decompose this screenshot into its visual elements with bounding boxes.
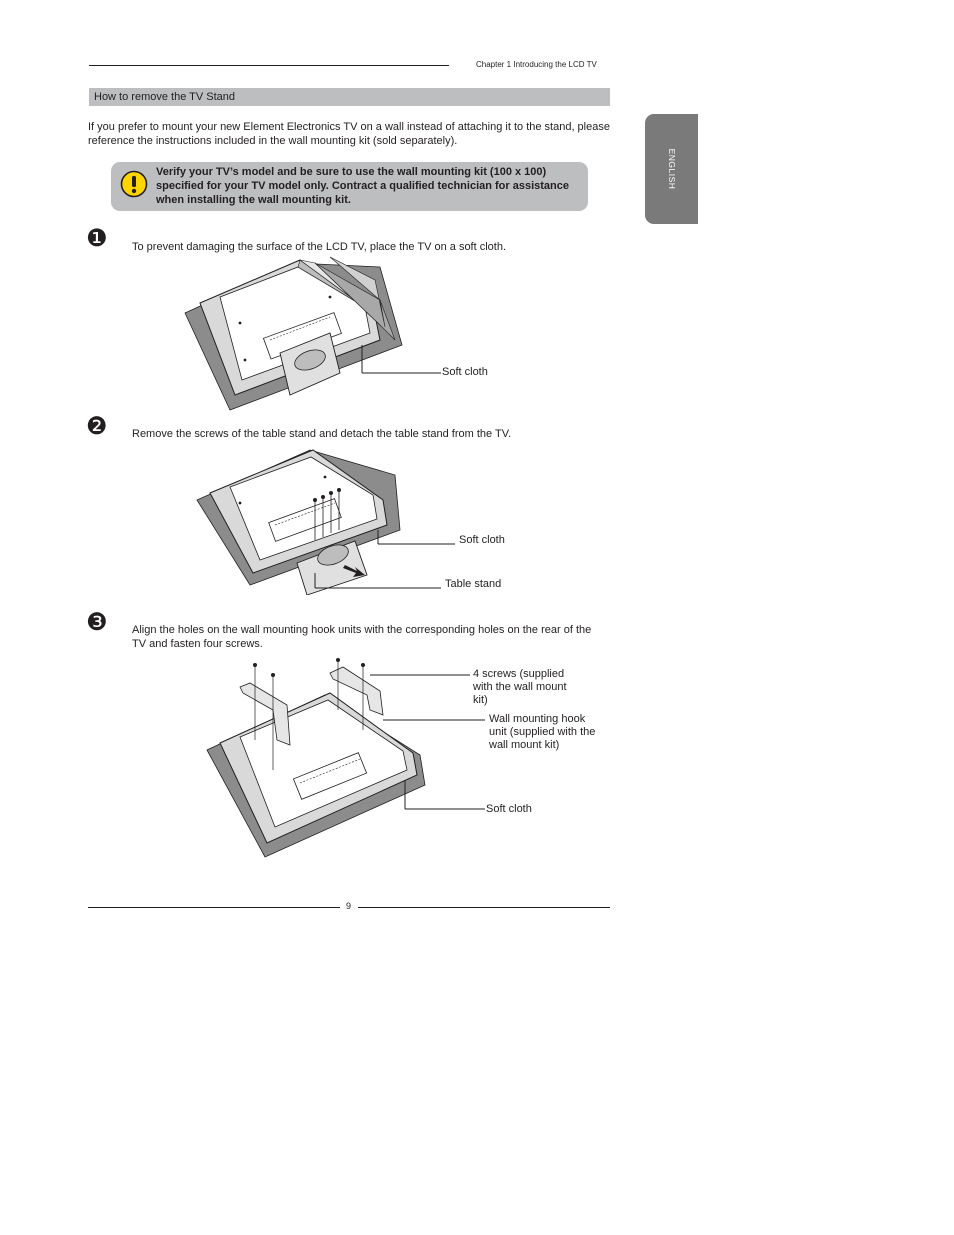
step-2-callout-soft-cloth: Soft cloth	[459, 534, 505, 546]
step-3-callout-screws: 4 screws (supplied with the wall mount kit)	[473, 668, 567, 706]
section-title-bar	[89, 88, 610, 106]
header-rule	[89, 65, 449, 66]
step-2-illustration	[195, 445, 465, 595]
step-2-callout-table-stand: Table stand	[445, 578, 502, 590]
step-3-callout-hook-unit: Wall mounting hook unit (supplied with the wall mount kit)	[489, 713, 596, 751]
step-3-text: Align the holes on the wall mounting hook units with the corresponding holes on the rear of the TV and fasten four screws.	[132, 624, 592, 650]
step-1-number: ❶	[86, 224, 108, 252]
footer-rule-left	[88, 907, 340, 908]
warning-text: Verify your TV’s model and be sure to use the wall mounting kit (100 x 100) specified for your TV model only. Contract a qualified technician for assistance when installing the wall mounting kit.	[156, 166, 569, 206]
language-tab-label: ENGLISH	[666, 148, 677, 190]
step-1-callout-soft-cloth: Soft cloth	[442, 366, 488, 378]
step-2-text: Remove the screws of the table stand and detach the table stand from the TV.	[132, 428, 512, 440]
step-3-illustration	[205, 655, 485, 860]
chapter-label: Chapter 1 Introducing the LCD TV	[476, 60, 597, 69]
step-1-text: To prevent damaging the surface of the LCD TV, place the TV on a soft cloth.	[132, 241, 507, 253]
intro-paragraph: If you prefer to mount your new Element Electronics TV on a wall instead of attaching it to the stand, please reference the instructions included in the wall mounting kit (sold separately).	[88, 121, 610, 147]
step-3-callout-soft-cloth: Soft cloth	[486, 803, 532, 815]
footer-rule-right	[358, 907, 610, 908]
step-3-number: ❸	[86, 608, 108, 636]
page-number: 9	[346, 901, 352, 911]
warning-box	[111, 162, 588, 211]
language-tab	[645, 114, 698, 224]
section-title: How to remove the TV Stand	[94, 91, 236, 103]
step-2-number: ❷	[86, 412, 108, 440]
exclamation-icon	[120, 170, 148, 198]
step-1-illustration	[180, 255, 500, 415]
